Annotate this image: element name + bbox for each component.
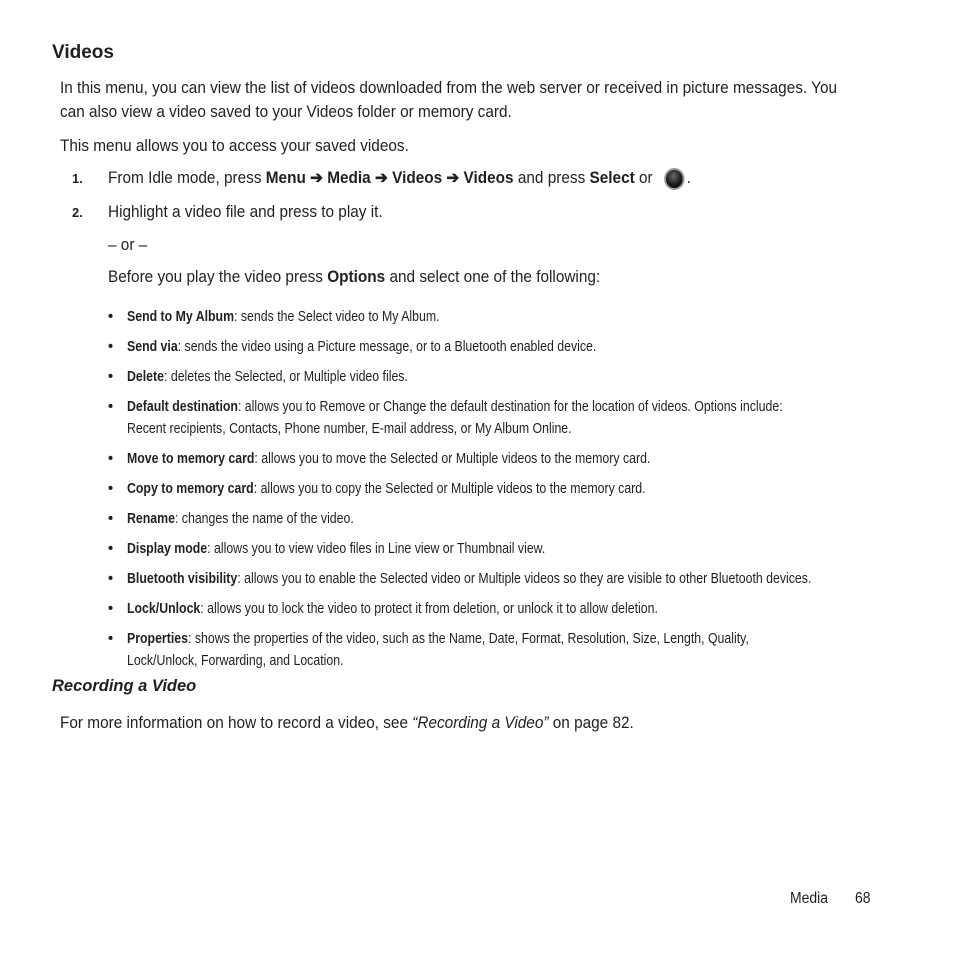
option-term: Move to memory card [127,451,255,467]
step-number: 1. [72,171,83,186]
or-separator: – or – [108,236,148,254]
list-item [108,478,928,500]
bullet-dot: • [108,339,114,355]
before-play-suffix: and select one of the following: [385,268,601,286]
options-key-label: Options [327,268,386,286]
bullet-dot: • [108,541,114,557]
bullet-dot: • [108,451,114,467]
option-term: Delete [127,369,165,385]
option-term: Display mode [127,541,208,557]
step-1-or: or [634,169,657,187]
list-item [108,396,928,440]
option-desc: : allows you to move the Selected or Multiple videos to the memory card. [254,451,651,467]
option-term: Properties [127,631,188,647]
step-1-text [108,166,691,190]
section-heading: Videos [52,42,114,63]
bullet-dot: • [108,631,114,647]
options-list [108,306,928,672]
option-term: Rename [127,511,175,527]
videos-menu-label: Videos [392,169,443,187]
intro-line-2: can also view a video saved to your Videos folder or memory card. [60,103,512,121]
option-term: Lock/Unlock [127,601,201,617]
step-1 [72,166,912,191]
arrow-icon: ➔ [370,169,393,187]
cross-reference-link: “Recording a Video” [412,714,549,732]
bullet-dot: • [108,511,114,527]
list-item [108,598,928,620]
option-desc: : allows you to Remove or Change the default destination for the location of videos. Options include: [237,399,783,415]
list-item [108,448,928,470]
option-term: Default destination [127,399,238,415]
bullet-dot: • [108,399,114,415]
list-item [108,366,928,388]
access-paragraph: This menu allows you to access your saved videos. [60,137,409,155]
subsection-heading: Recording a Video [52,677,197,695]
bullet-dot: • [108,309,114,325]
media-menu-label: Media [327,169,371,187]
step-1-prefix: From Idle mode, press [108,169,266,187]
list-item [108,568,928,590]
footer-section-name: Media [790,890,828,907]
videos-submenu-label: Videos [463,169,514,187]
option-desc-continued: Lock/Unlock, Forwarding, and Location. [127,653,344,669]
option-term: Copy to memory card [127,481,254,497]
more-info-suffix: on page 82. [548,714,634,732]
option-desc: : sends the Select video to My Album. [234,309,440,325]
option-desc: : allows you to view video files in Line view or Thumbnail view. [207,541,546,557]
option-desc: : deletes the Selected, or Multiple video files. [164,369,408,385]
list-item [108,538,928,560]
intro-paragraph [60,76,851,124]
step-1-period: . [686,169,691,187]
arrow-icon: ➔ [442,169,464,187]
more-info-paragraph [60,711,851,735]
bullet-dot: • [108,481,114,497]
list-item [108,628,928,672]
more-info-prefix: For more information on how to record a video, see [60,714,413,732]
option-term: Bluetooth visibility [127,571,238,587]
option-desc-continued: Recent recipients, Contacts, Phone number, E-mail address, or My Album Online. [127,421,572,437]
list-item [108,336,928,358]
step-number: 2. [72,205,83,220]
option-desc: : changes the name of the video. [174,511,354,527]
option-desc: : shows the properties of the video, such as the Name, Date, Format, Resolution, Size, Length, Quality, [187,631,749,647]
page-footer [790,890,871,908]
bullet-dot: • [108,369,114,385]
arrow-icon: ➔ [305,169,328,187]
bullet-dot: • [108,601,114,617]
option-term: Send via [127,339,178,355]
step-1-and-press: and press [513,169,590,187]
list-item [108,306,928,328]
intro-line-1: In this menu, you can view the list of videos downloaded from the web server or received in picture messages. You [60,79,838,97]
select-key-label: Select [589,169,635,187]
step-2 [72,200,912,225]
list-item [108,508,928,530]
option-desc: : sends the video using a Picture message, or to a Bluetooth enabled device. [177,339,597,355]
before-play-prefix: Before you play the video press [108,268,328,286]
bullet-dot: • [108,571,114,587]
option-term: Send to My Album [127,309,235,325]
page-number: 68 [854,890,871,907]
before-play-text [108,265,600,289]
option-desc: : allows you to lock the video to protect it from deletion, or unlock it to allow deletion. [200,601,658,617]
option-desc: : allows you to enable the Selected video or Multiple videos so they are visible to other Bluetooth devices. [237,571,812,587]
center-select-key-icon [664,168,684,190]
option-desc: : allows you to copy the Selected or Multiple videos to the memory card. [253,481,646,497]
step-2-text: Highlight a video file and press to play it. [108,203,383,221]
menu-key-label: Menu [265,169,306,187]
